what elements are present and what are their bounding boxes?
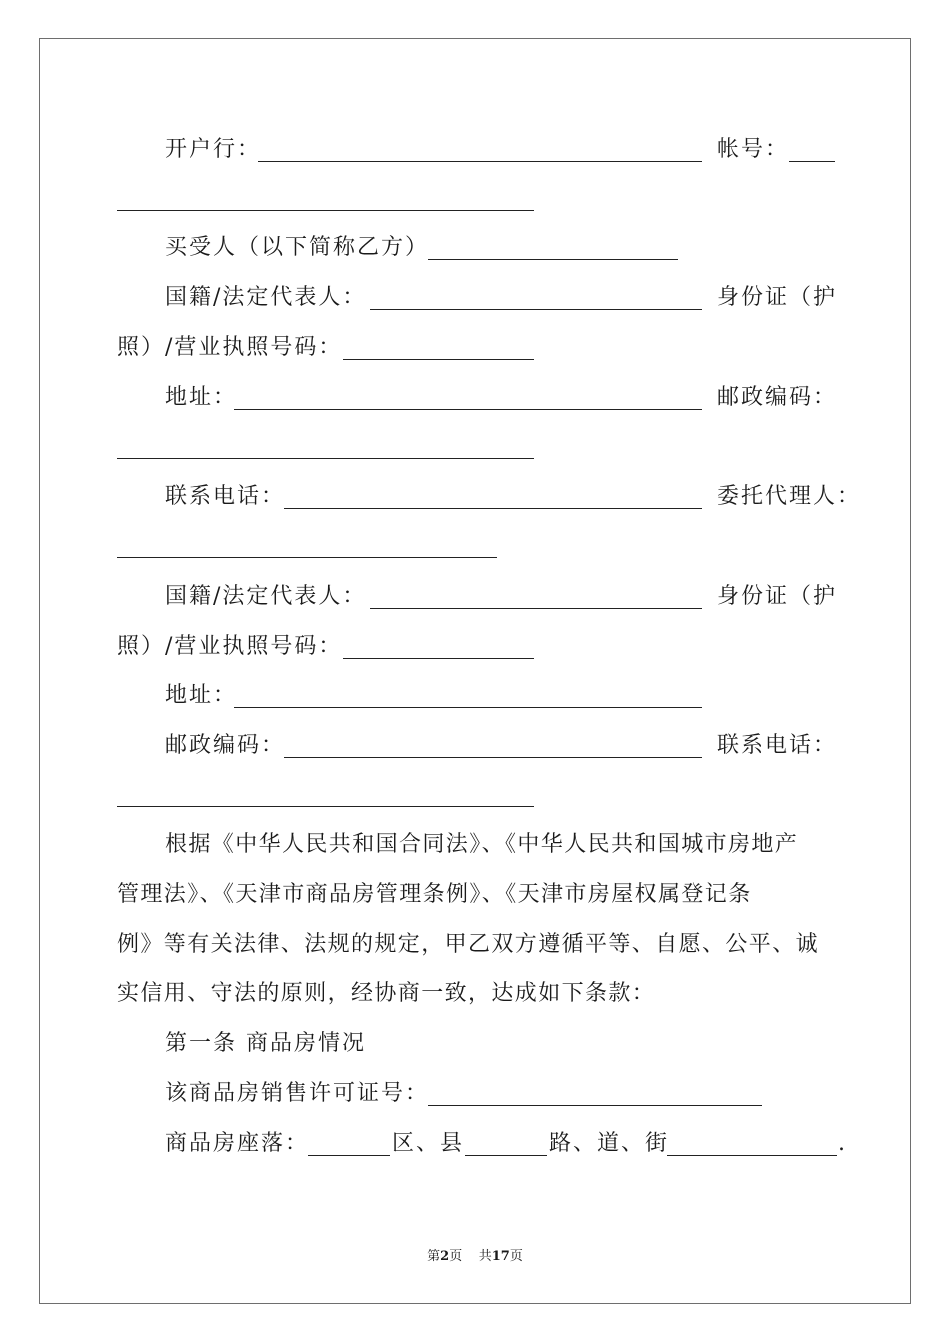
agent-postcode-blank [284, 757, 702, 758]
agent-id-label-continued: 照）/营业执照号码： [117, 634, 343, 659]
permit-blank [428, 1105, 762, 1106]
nationality-label: 国籍/法定代表人： [165, 285, 367, 310]
account-label: 帐号： [717, 137, 790, 162]
account-blank-continued [117, 210, 534, 211]
page-footer [0, 1248, 950, 1266]
preamble-line-1: 根据《中华人民共和国合同法》、《中华人民共和国城市房地产 [165, 832, 799, 857]
road-blank [465, 1155, 547, 1156]
footer-page-prefix: 第 [427, 1249, 441, 1264]
phone-label: 联系电话： [165, 484, 286, 509]
footer-total-pages: 17 [491, 1249, 510, 1264]
id-blank [343, 359, 534, 360]
agent-address-blank [234, 707, 702, 708]
district-suffix: 区、县 [392, 1131, 465, 1156]
id-label: 身份证（护 [717, 285, 838, 310]
bank-blank [258, 161, 702, 162]
footer-total-prefix: 共 [478, 1249, 492, 1264]
buyer-blank [428, 259, 678, 260]
agent-postcode-label: 邮政编码： [165, 733, 286, 758]
location-label: 商品房座落： [165, 1131, 310, 1156]
agent-phone-blank [117, 806, 534, 807]
preamble-line-2: 管理法》、《天津市商品房管理条例》、《天津市房屋权属登记条 [117, 882, 752, 907]
agent-id-label: 身份证（护 [717, 584, 838, 609]
phone-blank [284, 508, 702, 509]
road-suffix: 路、道、街 [549, 1131, 670, 1156]
agent-blank [117, 557, 497, 558]
permit-label: 该商品房销售许可证号： [165, 1081, 430, 1106]
account-blank [789, 161, 835, 162]
agent-address-label: 地址： [165, 683, 238, 708]
street-blank [667, 1155, 837, 1156]
article-1-title: 第一条 商品房情况 [165, 1031, 366, 1056]
footer-page-number: 2 [440, 1249, 450, 1264]
agent-id-blank [343, 658, 534, 659]
buyer-heading: 买受人（以下简称乙方） [165, 235, 430, 260]
id-label-continued: 照）/营业执照号码： [117, 335, 343, 360]
end-mark: . [838, 1131, 847, 1156]
postcode-label: 邮政编码： [717, 385, 838, 410]
preamble-line-3: 例》等有关法律、法规的规定，甲乙双方遵循平等、自愿、公平、诚 [117, 932, 820, 957]
agent-label: 委托代理人： [717, 484, 862, 509]
district-blank [308, 1155, 390, 1156]
footer-page-suffix: 页 [449, 1249, 463, 1264]
agent-nationality-label: 国籍/法定代表人： [165, 584, 367, 609]
postcode-blank [117, 458, 534, 459]
preamble-line-4: 实信用、守法的原则，经协商一致，达成如下条款： [117, 981, 656, 1006]
agent-phone-label: 联系电话： [717, 733, 838, 758]
address-blank [234, 409, 702, 410]
bank-label: 开户行： [165, 137, 262, 162]
address-label: 地址： [165, 385, 238, 410]
nationality-blank [370, 309, 702, 310]
footer-total-suffix: 页 [509, 1249, 523, 1264]
agent-nationality-blank [370, 608, 702, 609]
